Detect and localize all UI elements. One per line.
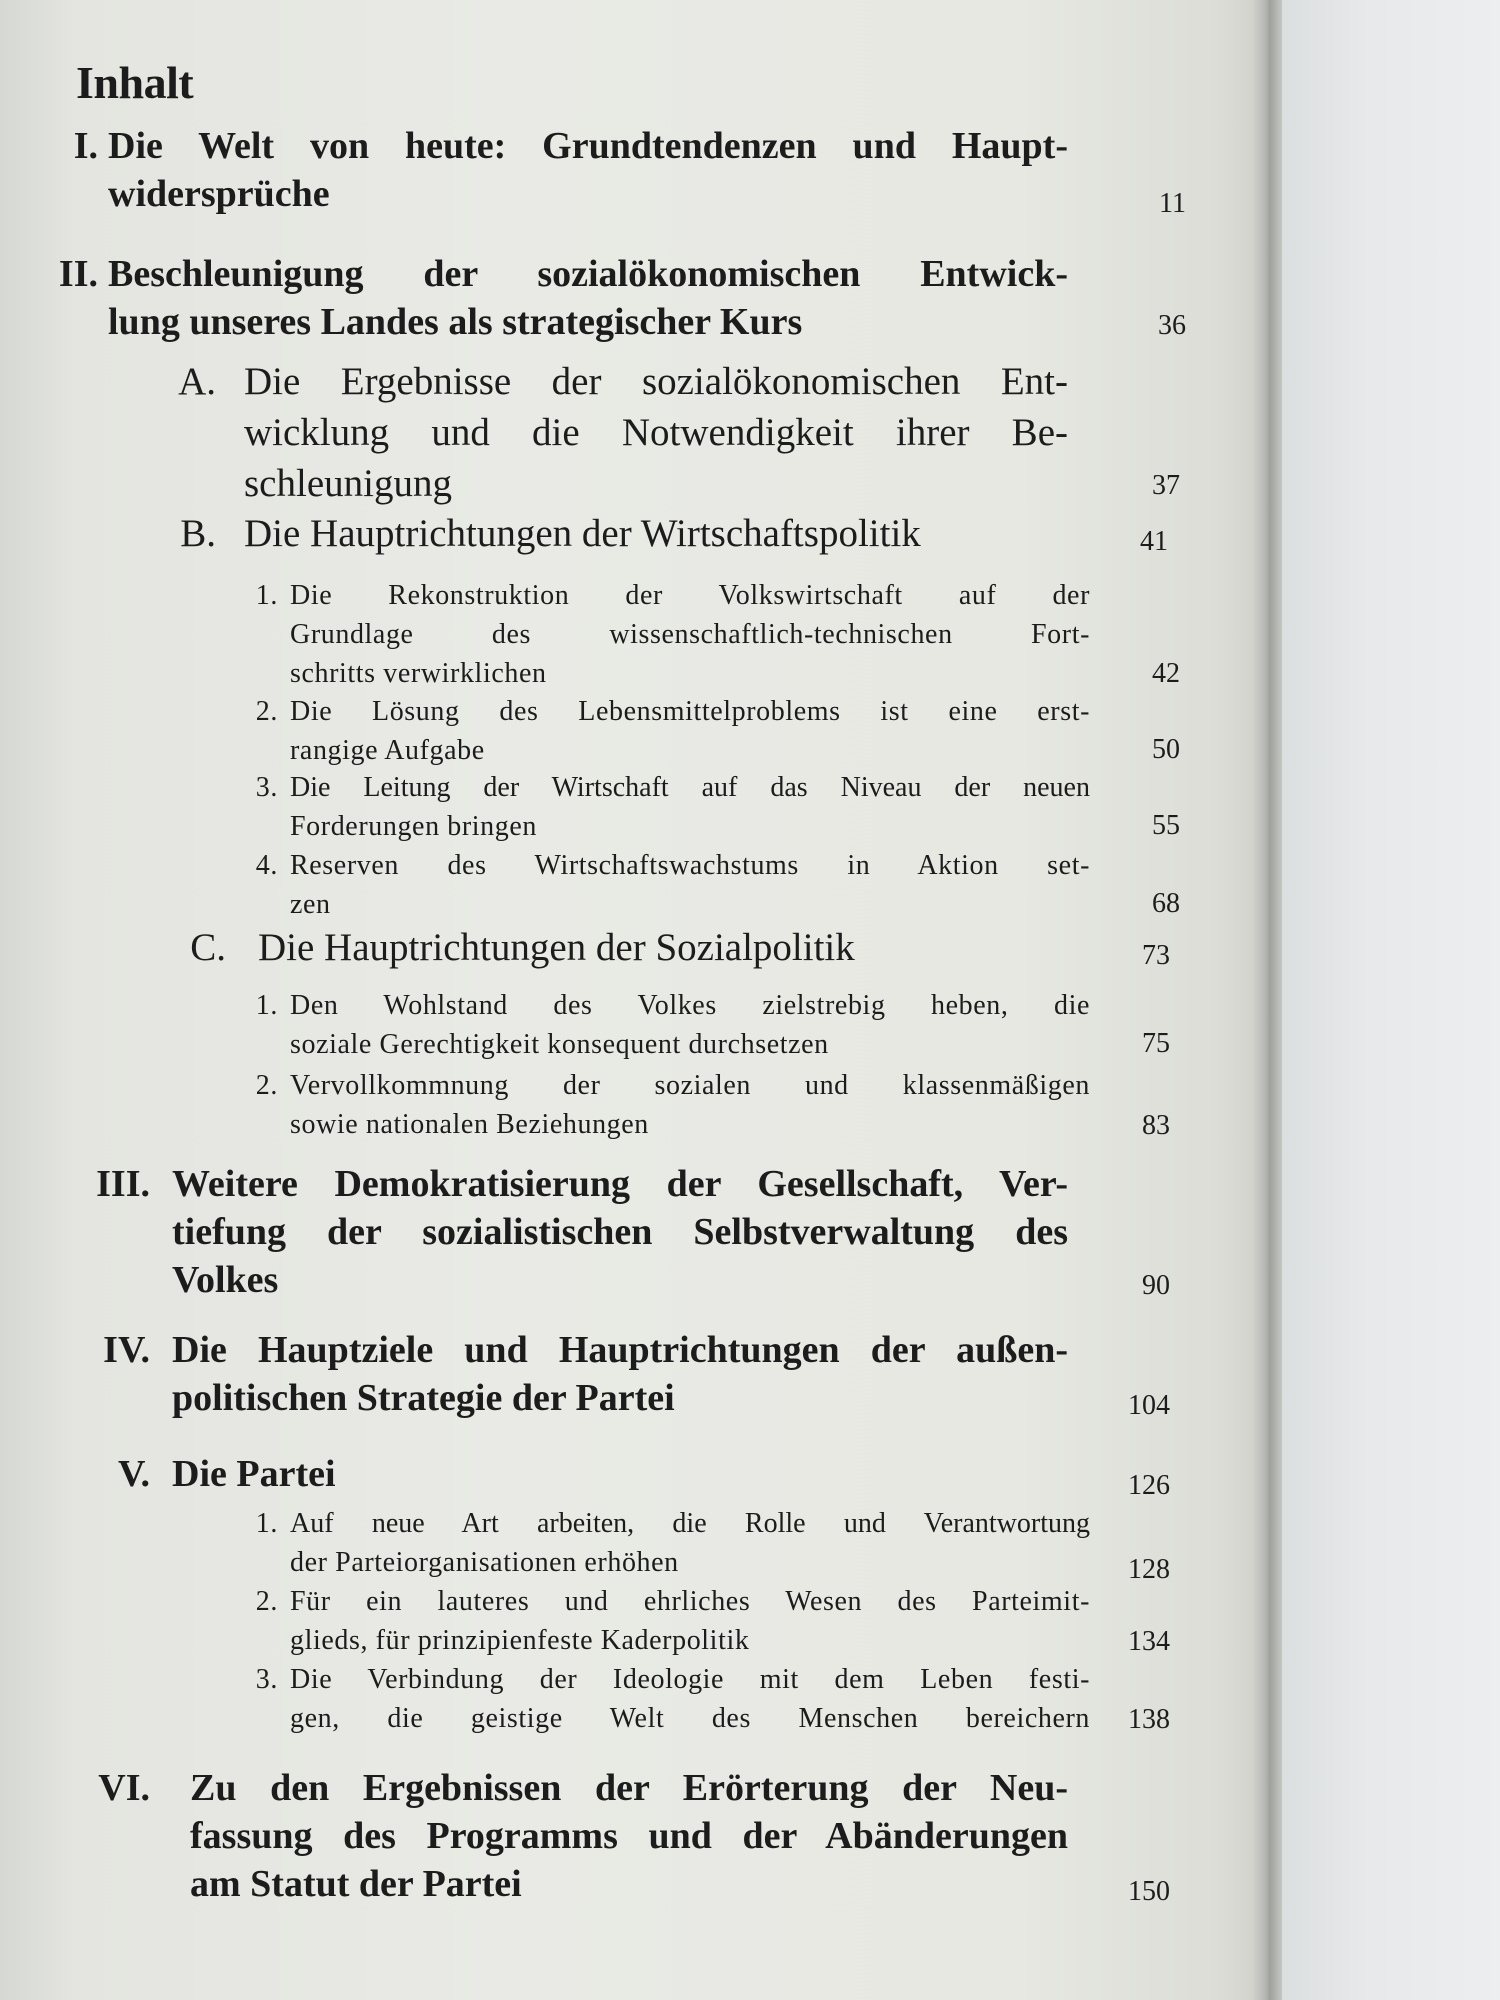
item-number: 2. [255,1586,278,1617]
item-number: 2. [255,1070,278,1101]
section-number: IV. [103,1329,150,1371]
toc-entry-V [0,1450,1180,1501]
page-number: 73 [1142,940,1170,971]
item-title-line: Forderungen bringen [290,811,538,842]
item-title-line: gen, die geistige Welt des Menschen bereichern [290,1703,1090,1734]
item-title-line: Grundlage des wissenschaftlich-technischen Fort- [290,619,1090,650]
subsection-title-line: schleunigung [244,462,452,505]
item-title-line: Die Leitung der Wirtschaft auf das Niveau der neuen [290,772,1090,803]
toc-entry-VI [0,1764,1180,1914]
section-title-line: fassung des Programms und der Abänderungen [190,1815,1068,1857]
toc-entry-II-B-3 [252,768,1180,846]
toc-entry-II-B-2 [252,692,1180,770]
toc-entry-I [0,122,1186,219]
item-title-line: der Parteiorganisationen erhöhen [290,1547,679,1578]
page-number: 36 [1158,310,1186,341]
subsection-letter: B. [180,512,216,555]
toc-entry-II-C [186,922,1180,973]
page-number: 68 [1152,888,1180,919]
subsection-title-line: Die Ergebnisse der sozialökonomischen Ent- [244,360,1068,403]
page-number: 83 [1142,1110,1170,1141]
item-title-line: Die Verbindung der Ideologie mit dem Leben festi- [290,1664,1090,1695]
section-title-line: tiefung der sozialistischen Selbstverwaltung des [172,1211,1068,1253]
section-title-line: Zu den Ergebnissen der Erörterung der Neu- [190,1767,1068,1809]
toc-entry-III [0,1160,1180,1310]
item-number: 1. [255,580,278,611]
toc-entry-V-2 [252,1582,1180,1660]
item-title-line: soziale Gerechtigkeit konsequent durchsetzen [290,1029,829,1060]
page-number: 134 [1128,1626,1170,1657]
section-title-line: lung unseres Landes als strategischer Kurs [108,301,803,343]
page-number: 90 [1142,1270,1170,1301]
section-title-line: Beschleunigung der sozialökonomischen Entwick- [108,253,1068,295]
section-number: II. [58,253,98,295]
toc-entry-II-B-4 [252,846,1180,924]
item-title-line: rangige Aufgabe [290,735,485,766]
item-title-line: Für ein lauteres und ehrliches Wesen des Parteimit- [290,1586,1090,1617]
book-cover [1282,0,1500,2000]
section-title-line: politischen Strategie der Partei [172,1377,675,1419]
page-number: 50 [1152,734,1180,765]
item-title-line: Vervollkommnung der sozialen und klassenmäßigen [290,1070,1090,1101]
item-title-line: Die Rekonstruktion der Volkswirtschaft auf der [290,580,1090,611]
page-number: 138 [1128,1704,1170,1735]
item-number: 3. [255,1664,278,1695]
section-number: V. [117,1453,150,1495]
page-number: 11 [1159,188,1186,219]
section-title-line: am Statut der Partei [190,1863,522,1905]
item-title-line: Auf neue Art arbeiten, die Rolle und Verantwortung [290,1508,1090,1539]
item-number: 1. [255,990,278,1021]
page-number: 42 [1152,658,1180,689]
toc-entry-V-3 [252,1660,1180,1738]
toc-entry-II-C-2 [252,1066,1180,1144]
page-number: 55 [1152,810,1180,841]
toc-entry-V-1 [252,1504,1180,1585]
item-title-line: schritts verwirklichen [290,658,547,689]
item-number: 2. [255,696,278,727]
page-number: 75 [1142,1028,1170,1059]
item-title-line: sowie nationalen Beziehungen [290,1109,649,1140]
section-title-line: Weitere Demokratisierung der Gesellschaft, Ver- [172,1163,1068,1205]
section-title-line: Volkes [172,1259,279,1301]
subsection-title-line: Die Hauptrichtungen der Wirtschaftspolitik [244,512,921,555]
toc-entry-II-B [176,508,1180,559]
section-title-line: Die Welt von heute: Grundtendenzen und Haupt- [108,125,1068,167]
toc-entry-IV [0,1326,1180,1426]
subsection-letter: A. [178,360,216,403]
page-title: Inhalt [76,57,194,108]
item-title-line: Reserven des Wirtschaftswachstums in Aktion set- [290,850,1090,881]
subsection-letter: C. [190,926,226,969]
item-title-line: zen [290,889,331,920]
item-title-line: Den Wohlstand des Volkes zielstrebig heben, die [290,990,1090,1021]
toc-entry-II-A [176,356,1180,509]
page-number: 104 [1128,1390,1170,1421]
subsection-title-line: wicklung und die Notwendigkeit ihrer Be- [244,411,1068,454]
item-title-line: glieds, für prinzipienfeste Kaderpolitik [290,1625,750,1656]
item-number: 1. [255,1508,278,1539]
item-title-line: Die Lösung des Lebensmittelproblems ist eine erst- [290,696,1090,727]
page-number: 41 [1140,526,1168,557]
page-number: 126 [1128,1470,1170,1501]
section-number: VI. [98,1767,150,1809]
toc-entry-II [0,250,1186,346]
section-number: III. [96,1163,150,1205]
item-number: 3. [255,772,278,803]
page-number: 150 [1128,1876,1170,1907]
subsection-title-line: Die Hauptrichtungen der Sozialpolitik [258,926,855,969]
page-number: 37 [1152,470,1180,501]
book-gutter [1252,0,1282,2000]
section-number: I. [73,125,98,167]
section-title-line: Die Partei [172,1453,336,1495]
section-title-line: Die Hauptziele und Hauptrichtungen der außen- [172,1329,1068,1371]
item-number: 4. [255,850,278,881]
toc-entry-II-B-1 [252,576,1180,693]
page-number: 128 [1128,1554,1170,1585]
toc-entry-II-C-1 [252,986,1180,1064]
section-title-line: widersprüche [108,173,330,215]
